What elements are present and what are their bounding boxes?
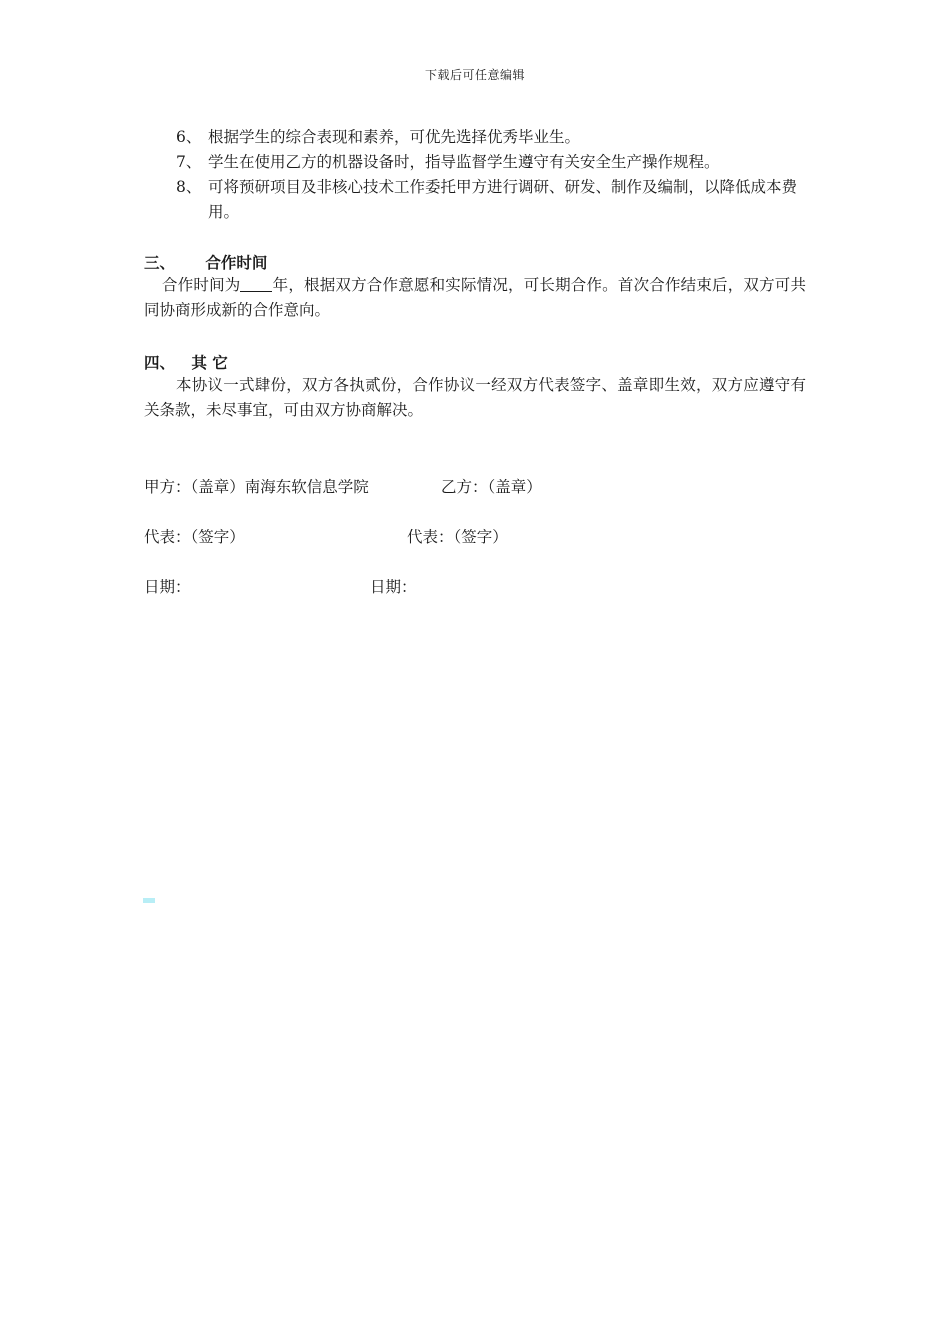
section-4-title: 其 它 [191, 354, 228, 372]
party-a-representative: 代表：（签字） [144, 528, 245, 546]
header-note: 下载后可任意编辑 [424, 68, 525, 82]
list-item [176, 125, 816, 150]
section-3-text-after: 年，根据双方合作意愿和实际情况，可长期合作。首次合作结束后，双方可共同协商形成新的合作意向。 [144, 276, 806, 319]
section-3-heading [144, 251, 267, 273]
blank-line [240, 277, 272, 292]
party-b-seal: 乙方：（盖章） [441, 478, 542, 496]
list-item [176, 150, 816, 175]
numbered-list [176, 125, 816, 225]
party-b-representative: 代表：（签字） [407, 528, 508, 546]
selection-mark [143, 898, 155, 903]
list-item-text: 根据学生的综合表现和素养，可优先选择优秀毕业生。 [208, 128, 581, 146]
party-a-date: 日期： [144, 578, 191, 596]
party-b-date: 日期： [370, 578, 417, 596]
list-item-number: 6、 [176, 128, 202, 146]
section-3-paragraph [144, 273, 806, 323]
section-4-heading [144, 351, 228, 373]
list-item-text: 可将预研项目及非核心技术工作委托甲方进行调研、研发、制作及编制，以降低成本费用。 [208, 178, 798, 221]
party-a-seal: 甲方：（盖章）南海东软信息学院 [144, 478, 369, 496]
section-4-number: 四、 [144, 354, 176, 372]
section-4-paragraph: 本协议一式肆份，双方各执贰份，合作协议一经双方代表签字、盖章即生效，双方应遵守有关条款，未尽事宜，可由双方协商解决。 [144, 376, 806, 419]
list-item-number: 7、 [176, 153, 202, 171]
section-3-text-before: 合作时间为 [162, 276, 241, 294]
list-item-number: 8、 [176, 178, 202, 196]
list-item-text: 学生在使用乙方的机器设备时，指导监督学生遵守有关安全生产操作规程。 [208, 153, 720, 171]
list-item [176, 175, 816, 225]
section-3-title: 合作时间 [205, 254, 268, 272]
section-3-number: 三、 [144, 254, 176, 272]
